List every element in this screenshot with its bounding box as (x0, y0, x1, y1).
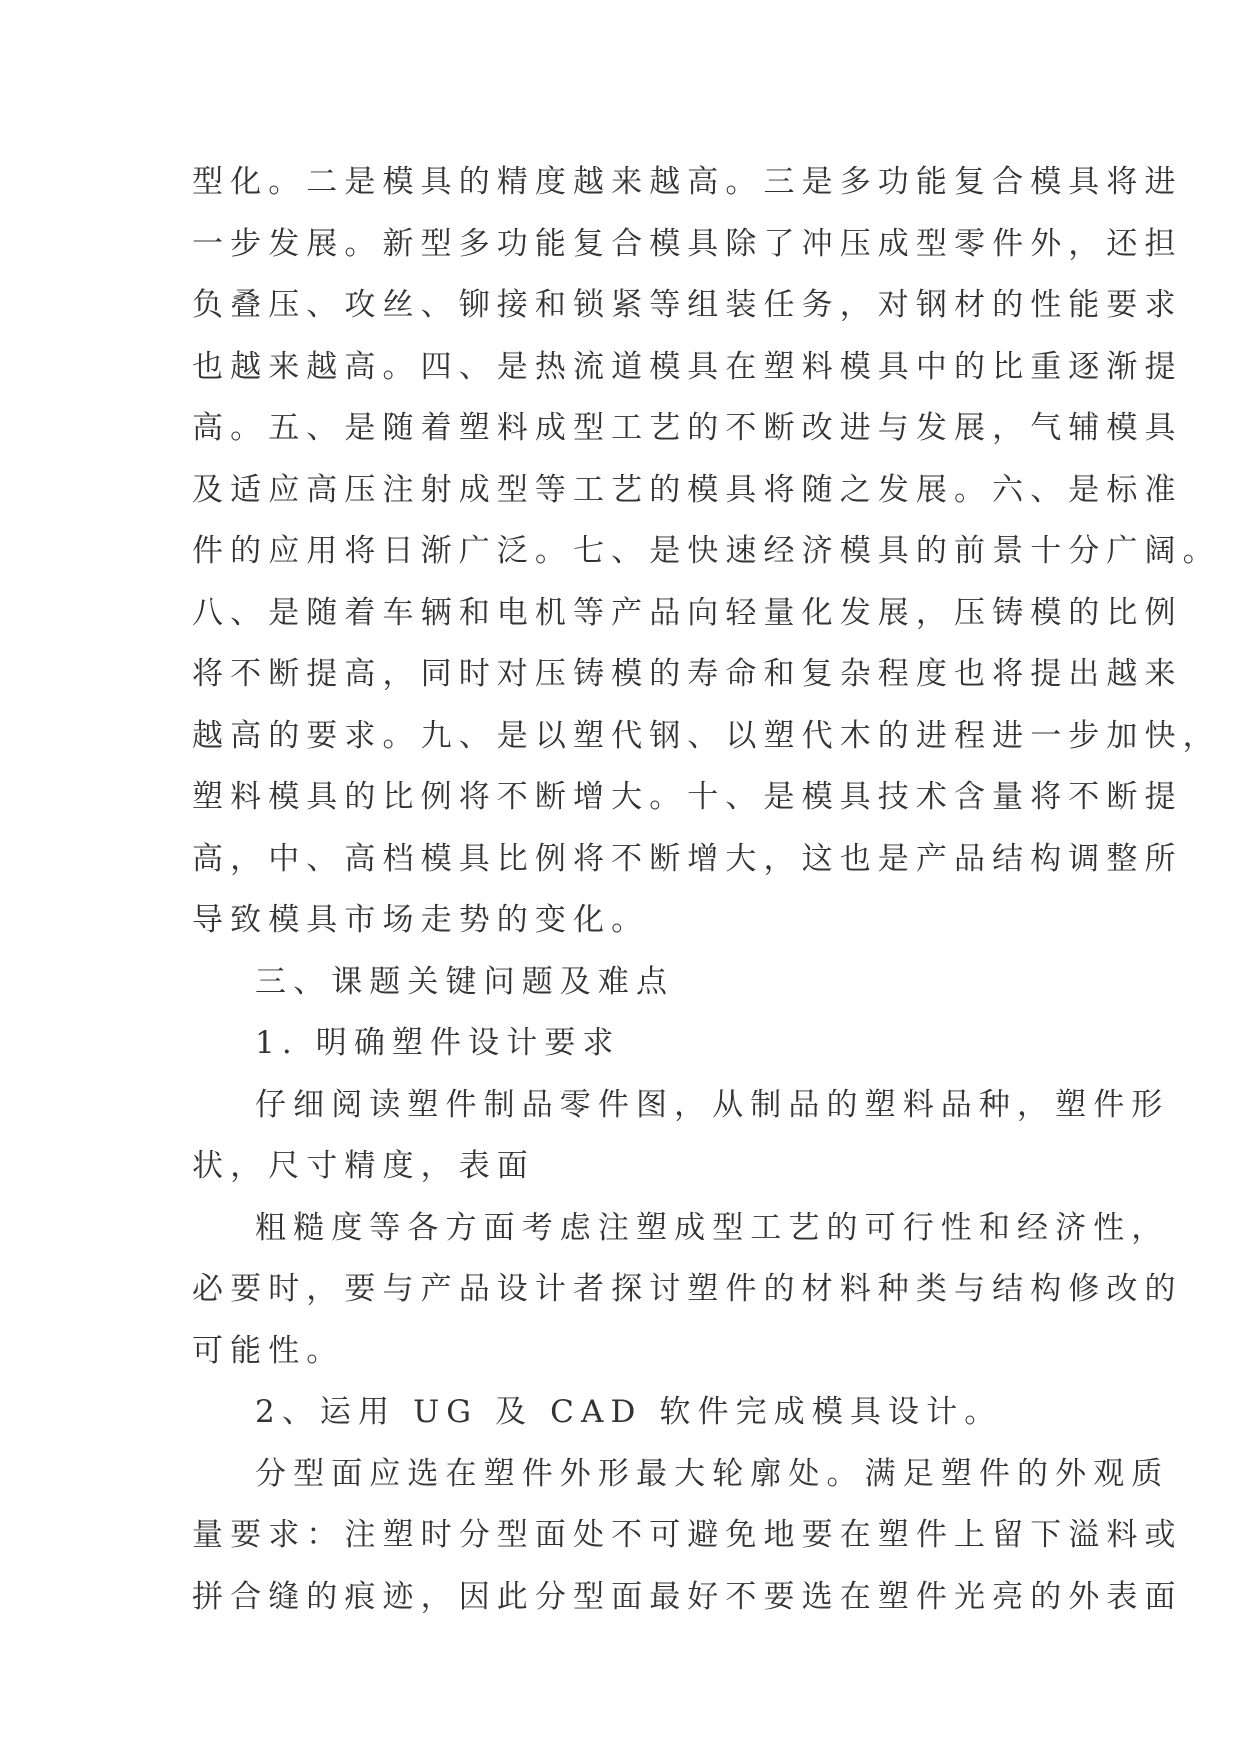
text-line: 状，尺寸精度，表面 (192, 1148, 535, 1184)
text-line: 越高的要求。九、是以塑代钢、以塑代木的进程进一步加快， (192, 717, 1221, 754)
text-line: 型化。二是模具的精度越来越高。三是多功能复合模具将进 (192, 164, 1183, 200)
text-line: 一步发展。新型多功能复合模具除了冲压成型零件外，还担 (192, 225, 1183, 262)
text-line: 三、课题关键问题及难点 (255, 963, 675, 1000)
text-line: 塑料模具的比例将不断增大。十、是模具技术含量将不断提 (192, 779, 1183, 815)
text-line: 粗糙度等各方面考虑注塑成型工艺的可行性和经济性， (255, 1209, 1170, 1246)
text-line: 量要求：注塑时分型面处不可避免地要在塑件上留下溢料或 (192, 1517, 1183, 1553)
text-line: 可能性。 (192, 1332, 345, 1369)
text-line: 分型面应选在塑件外形最大轮廓处。满足塑件的外观质 (255, 1455, 1170, 1492)
text-line: 及适应高压注射成型等工艺的模具将随之发展。六、是标准 (192, 471, 1183, 508)
text-line: 必要时，要与产品设计者探讨塑件的材料种类与结构修改的 (192, 1271, 1183, 1307)
document-body (192, 152, 1221, 1628)
text-line: 也越来越高。四、是热流道模具在塑料模具中的比重逐渐提 (192, 348, 1183, 385)
text-line: 导致模具市场走势的变化。 (192, 902, 650, 938)
text-line: 拼合缝的痕迹，因此分型面最好不要选在塑件光亮的外表面 (192, 1578, 1183, 1615)
text-line: 2、运用 UG 及 CAD 软件完成模具设计。 (255, 1394, 1003, 1430)
text-line: 件的应用将日渐广泛。七、是快速经济模具的前景十分广阔。 (192, 533, 1221, 569)
text-line: 1. 明确塑件设计要求 (255, 1025, 621, 1061)
text-line: 将不断提高，同时对压铸模的寿命和复杂程度也将提出越来 (192, 656, 1183, 692)
text-line: 高。五、是随着塑料成型工艺的不断改进与发展，气辅模具 (192, 410, 1183, 446)
text-line: 仔细阅读塑件制品零件图，从制品的塑料品种，塑件形 (255, 1086, 1170, 1123)
text-line: 负叠压、攻丝、铆接和锁紧等组装任务，对钢材的性能要求 (192, 287, 1183, 323)
text-line: 高，中、高档模具比例将不断增大，这也是产品结构调整所 (192, 840, 1183, 877)
text-line: 八、是随着车辆和电机等产品向轻量化发展，压铸模的比例 (192, 594, 1183, 631)
